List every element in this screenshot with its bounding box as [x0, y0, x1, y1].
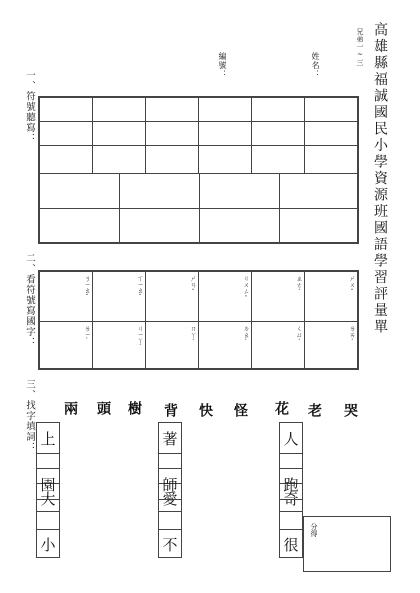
dictation-cell[interactable] — [92, 145, 146, 174]
dictation-cell[interactable] — [119, 208, 200, 243]
zhuyin-hint: ㄓㄜˊ — [295, 275, 303, 296]
dictation-cell[interactable] — [304, 121, 358, 146]
dictation-grid — [38, 96, 359, 244]
fill-box-given-top: 著 — [162, 430, 178, 448]
fill-box-given-top: 上 — [40, 430, 56, 448]
word-bank-item: 快 — [197, 403, 213, 417]
section2-heading: 二、看符號寫國字： — [24, 253, 35, 348]
word-bank-item: 花 — [273, 401, 289, 415]
dictation-cell[interactable] — [39, 208, 120, 243]
fill-box-given-top: 跑 — [283, 476, 299, 494]
word-bank-item: 老 — [306, 403, 322, 417]
zhuyin-hint: ㄉㄠˋ — [242, 325, 250, 346]
number-label: 編號： — [218, 52, 227, 79]
zhuyin-grid — [38, 270, 359, 370]
fill-box-given-bottom: 愛 — [162, 490, 178, 508]
word-bank-item: 樹 — [126, 401, 142, 415]
zhuyin-hint: ㄌㄧˋ — [83, 325, 91, 345]
word-bank-item: 哭 — [342, 403, 358, 417]
dictation-cell[interactable] — [304, 97, 358, 122]
dictation-cell[interactable] — [145, 97, 199, 122]
dictation-cell[interactable] — [251, 97, 305, 122]
fill-box-given-bottom: 不 — [162, 536, 178, 554]
zhuyin-hint: ㄌㄞˊ — [348, 325, 356, 346]
fill-box-given-top: 園 — [40, 476, 56, 494]
grade-label: 兄弟一~三 — [356, 28, 364, 67]
zhuyin-hint: ㄑㄩˊ — [295, 325, 303, 346]
fill-box-given-top: 人 — [283, 430, 299, 448]
dictation-cell[interactable] — [198, 97, 252, 122]
zhuyin-hint: ㄒㄧㄠˇ — [136, 275, 144, 302]
fill-box[interactable] — [279, 468, 303, 558]
dictation-cell[interactable] — [198, 121, 252, 146]
name-label: 姓名： — [311, 52, 320, 79]
fill-box[interactable] — [158, 468, 182, 558]
dictation-cell[interactable] — [39, 121, 93, 146]
dictation-cell[interactable] — [119, 173, 200, 209]
dictation-cell[interactable] — [251, 121, 305, 146]
dictation-cell[interactable] — [199, 208, 280, 243]
zhuyin-hint: ㄍㄨㄥˇ — [242, 275, 250, 303]
dictation-cell[interactable] — [251, 145, 305, 174]
fill-box-given-bottom: 很 — [283, 536, 299, 554]
dictation-cell[interactable] — [39, 97, 93, 122]
dictation-cell[interactable] — [92, 97, 146, 122]
dictation-cell[interactable] — [198, 145, 252, 174]
dictation-cell[interactable] — [92, 121, 146, 146]
fill-box-given-bottom: 小 — [40, 536, 56, 554]
word-bank-item: 背 — [162, 403, 178, 417]
dictation-cell[interactable] — [279, 208, 358, 243]
word-bank-item: 怪 — [232, 403, 248, 417]
section3-heading: 三、找字填詞： — [24, 379, 35, 453]
dictation-cell[interactable] — [279, 173, 358, 209]
dictation-cell[interactable] — [145, 121, 199, 146]
fill-box-given-bottom: 奇 — [283, 490, 299, 508]
fill-box-given-bottom: 大 — [40, 490, 56, 508]
zhuyin-hint: ㄇㄚˊ — [189, 325, 197, 346]
zhuyin-hint: ㄕㄢˇ — [189, 275, 197, 296]
fill-box[interactable] — [36, 468, 60, 558]
zhuyin-hint: ㄐㄧㄚˊ — [136, 325, 144, 352]
dictation-cell[interactable] — [199, 173, 280, 209]
dictation-cell[interactable] — [304, 145, 358, 174]
section1-heading: 一、符號聽寫： — [24, 70, 35, 144]
score-label: 分得 — [310, 523, 318, 537]
word-bank-item: 兩 — [62, 401, 78, 415]
zhuyin-hint: ㄋㄧㄠˇ — [83, 275, 91, 302]
zhuyin-hint: ㄕㄨˇ — [348, 275, 356, 296]
worksheet-title: 高雄縣福誠國民小學資源班國語學習評量單 — [372, 22, 388, 336]
dictation-cell[interactable] — [39, 145, 93, 174]
word-bank-item: 頭 — [95, 401, 111, 415]
dictation-cell[interactable] — [39, 173, 120, 209]
score-box[interactable] — [303, 516, 391, 572]
dictation-cell[interactable] — [145, 145, 199, 174]
fill-box-given-top: 師 — [162, 476, 178, 494]
